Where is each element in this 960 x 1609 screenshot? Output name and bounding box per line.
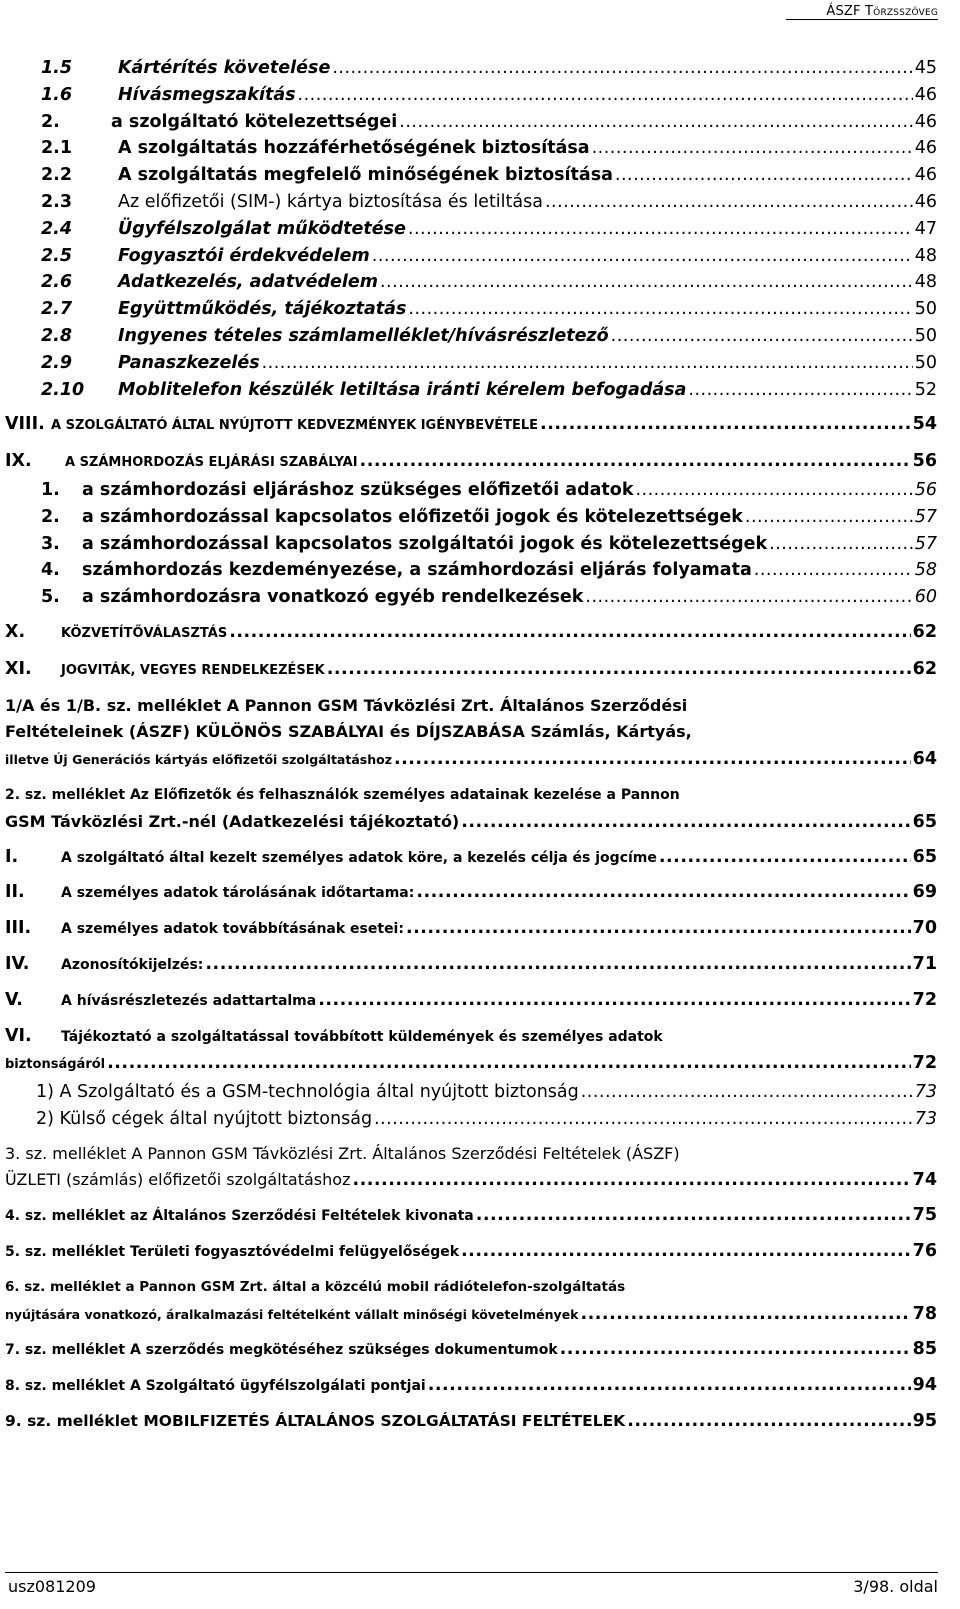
toc-entry-x[interactable]: X. KÖZVETÍTŐVÁLASZTÁS ..... 62 <box>5 619 937 648</box>
table-of-contents <box>5 55 937 1435</box>
toc-entry-2-1[interactable]: 2.1 A szolgáltatás hozzáférhetőségének biztosítása ..... 46 <box>5 135 937 162</box>
toc-entry-annex2-ii[interactable]: II. A személyes adatok tárolásának időtartama: ..... 69 <box>5 879 937 907</box>
toc-entry-annex2-i[interactable]: I. A szolgáltató által kezelt személyes adatok köre, a kezelés célja és jogcíme ..... 65 <box>5 844 937 872</box>
toc-entry-annex2-iv[interactable]: IV. Azonosítókijelzés: ..... 71 <box>5 951 937 979</box>
toc-entry-annex-9[interactable]: 9. sz. melléklet MOBILFIZETÉS ÁLTALÁNOS SZOLGÁLTATÁSI FELTÉTELEK ..... 95 <box>5 1408 937 1435</box>
toc-entry-annex2-vi[interactable]: VI. Tájékoztató a szolgáltatással továbbított küldemények és személyes adatok biztonságáról ..... 72 <box>5 1023 937 1080</box>
toc-entry-annex-4[interactable]: 4. sz. melléklet az Általános Szerződési Feltételek kivonata ..... 75 <box>5 1202 937 1230</box>
toc-entry-2-6[interactable]: 2.6 Adatkezelés, adatvédelem ..... 48 <box>5 269 937 296</box>
toc-entry-vi-2[interactable]: 2) Külső cégek által nyújtott biztonság ..... 73 <box>5 1106 937 1133</box>
toc-entry-ix-5[interactable]: 5. a számhordozásra vonatkozó egyéb rendelkezések ..... 60 <box>5 584 937 611</box>
toc-entry-2-3[interactable]: 2.3 Az előfizetői (SIM-) kártya biztosítása és letiltása ..... 46 <box>5 189 937 216</box>
toc-entry-viii[interactable]: VIII. A SZOLGÁLTATÓ ÁLTAL NYÚJTOTT KEDVEZMÉNYEK IGÉNYBEVÉTELE ..... 54 <box>5 411 937 440</box>
toc-entry-annex-6[interactable]: 6. sz. melléklet a Pannon GSM Zrt. által a közcélú mobil rádiótelefon-szolgáltatás nyújtására vonatkozó, áralkalmazási feltételként vállalt minőségi követelmények ..... 78 <box>5 1274 937 1329</box>
toc-entry-annex-5[interactable]: 5. sz. melléklet Területi fogyasztóvédelmi felügyelőségek ..... 76 <box>5 1238 937 1266</box>
toc-entry-ix-1[interactable]: 1. a számhordozási eljáráshoz szükséges előfizetői adatok ..... 56 <box>5 477 937 504</box>
toc-entry-2-8[interactable]: 2.8 Ingyenes tételes számlamelléklet/hívásrészletező ..... 50 <box>5 323 937 350</box>
toc-entry-1-5[interactable]: 1.5 Kártérítés követelése ..... 45 <box>5 55 937 82</box>
toc-entry-2-7[interactable]: 2.7 Együttműködés, tájékoztatás ..... 50 <box>5 296 937 323</box>
toc-entry-ix-2[interactable]: 2. a számhordozással kapcsolatos előfizetői jogok és kötelezettségek ..... 57 <box>5 504 937 531</box>
toc-entry-2-2[interactable]: 2.2 A szolgáltatás megfelelő minőségének biztosítása ..... 46 <box>5 162 937 189</box>
toc-entry-2-4[interactable]: 2.4 Ügyfélszolgálat működtetése ..... 47 <box>5 216 937 243</box>
toc-entry-2[interactable]: 2. a szolgáltató kötelezettségei ..... 46 <box>5 109 937 136</box>
toc-entry-annex-2[interactable]: 2. sz. melléklet Az Előfizetők és felhasználók személyes adatainak kezelése a Pannon GSM Távközlési Zrt.-nél (Adatkezelési tájékoztató) ..... 65 <box>5 782 937 836</box>
page-footer <box>8 1577 938 1596</box>
toc-entry-ix-4[interactable]: 4. számhordozás kezdeményezése, a számhordozási eljárás folyamata ..... 58 <box>5 557 937 584</box>
toc-entry-annex2-iii[interactable]: III. A személyes adatok továbbításának esetei: ..... 70 <box>5 915 937 943</box>
toc-entry-annex-8[interactable]: 8. sz. melléklet A Szolgáltató ügyfélszolgálati pontjai ..... 94 <box>5 1372 937 1400</box>
toc-entry-annex-1[interactable]: 1/A és 1/B. sz. melléklet A Pannon GSM Távközlési Zrt. Általános Szerződési Feltételeinek (ÁSZF) KÜLÖNÖS SZABÁLYAI és DÍJSZABÁSA Számlás, Kártyás, illetve Új Generációs kártyás előfizetői szolgáltatáshoz ..... 64 <box>5 693 937 774</box>
header-doc-title: ÁSZF Törzsszöveg <box>826 4 938 19</box>
running-header <box>786 4 938 20</box>
footer-doc-id: usz081209 <box>8 1577 96 1596</box>
toc-entry-2-5[interactable]: 2.5 Fogyasztói érdekvédelem ..... 48 <box>5 243 937 270</box>
toc-entry-xi[interactable]: XI. JOGVITÁK, VEGYES RENDELKEZÉSEK ..... 62 <box>5 656 937 685</box>
footer-divider <box>5 1572 938 1573</box>
toc-entry-1-6[interactable]: 1.6 Hívásmegszakítás ..... 46 <box>5 82 937 109</box>
toc-entry-2-10[interactable]: 2.10 Moblitelefon készülék letiltása iránti kérelem befogadása ..... 52 <box>5 377 937 404</box>
toc-entry-annex-7[interactable]: 7. sz. melléklet A szerződés megkötéséhez szükséges dokumentumok ..... 85 <box>5 1336 937 1364</box>
toc-entry-annex2-v[interactable]: V. A hívásrészletezés adattartalma ..... 72 <box>5 987 937 1015</box>
footer-page-number: 3/98. oldal <box>853 1577 938 1596</box>
toc-entry-ix-3[interactable]: 3. a számhordozással kapcsolatos szolgáltatói jogok és kötelezettségek ..... 57 <box>5 531 937 558</box>
toc-entry-annex-3[interactable]: 3. sz. melléklet A Pannon GSM Távközlési Zrt. Általános Szerződési Feltételek (ÁSZF) ÜZLETI (számlás) előfizetői szolgáltatáshoz ..... 74 <box>5 1141 937 1195</box>
toc-entry-ix[interactable]: IX. A SZÁMHORDOZÁS ELJÁRÁSI SZABÁLYAI ..... 56 <box>5 448 937 477</box>
toc-entry-2-9[interactable]: 2.9 Panaszkezelés ..... 50 <box>5 350 937 377</box>
toc-entry-vi-1[interactable]: 1) A Szolgáltató és a GSM-technológia által nyújtott biztonság ..... 73 <box>5 1079 937 1106</box>
